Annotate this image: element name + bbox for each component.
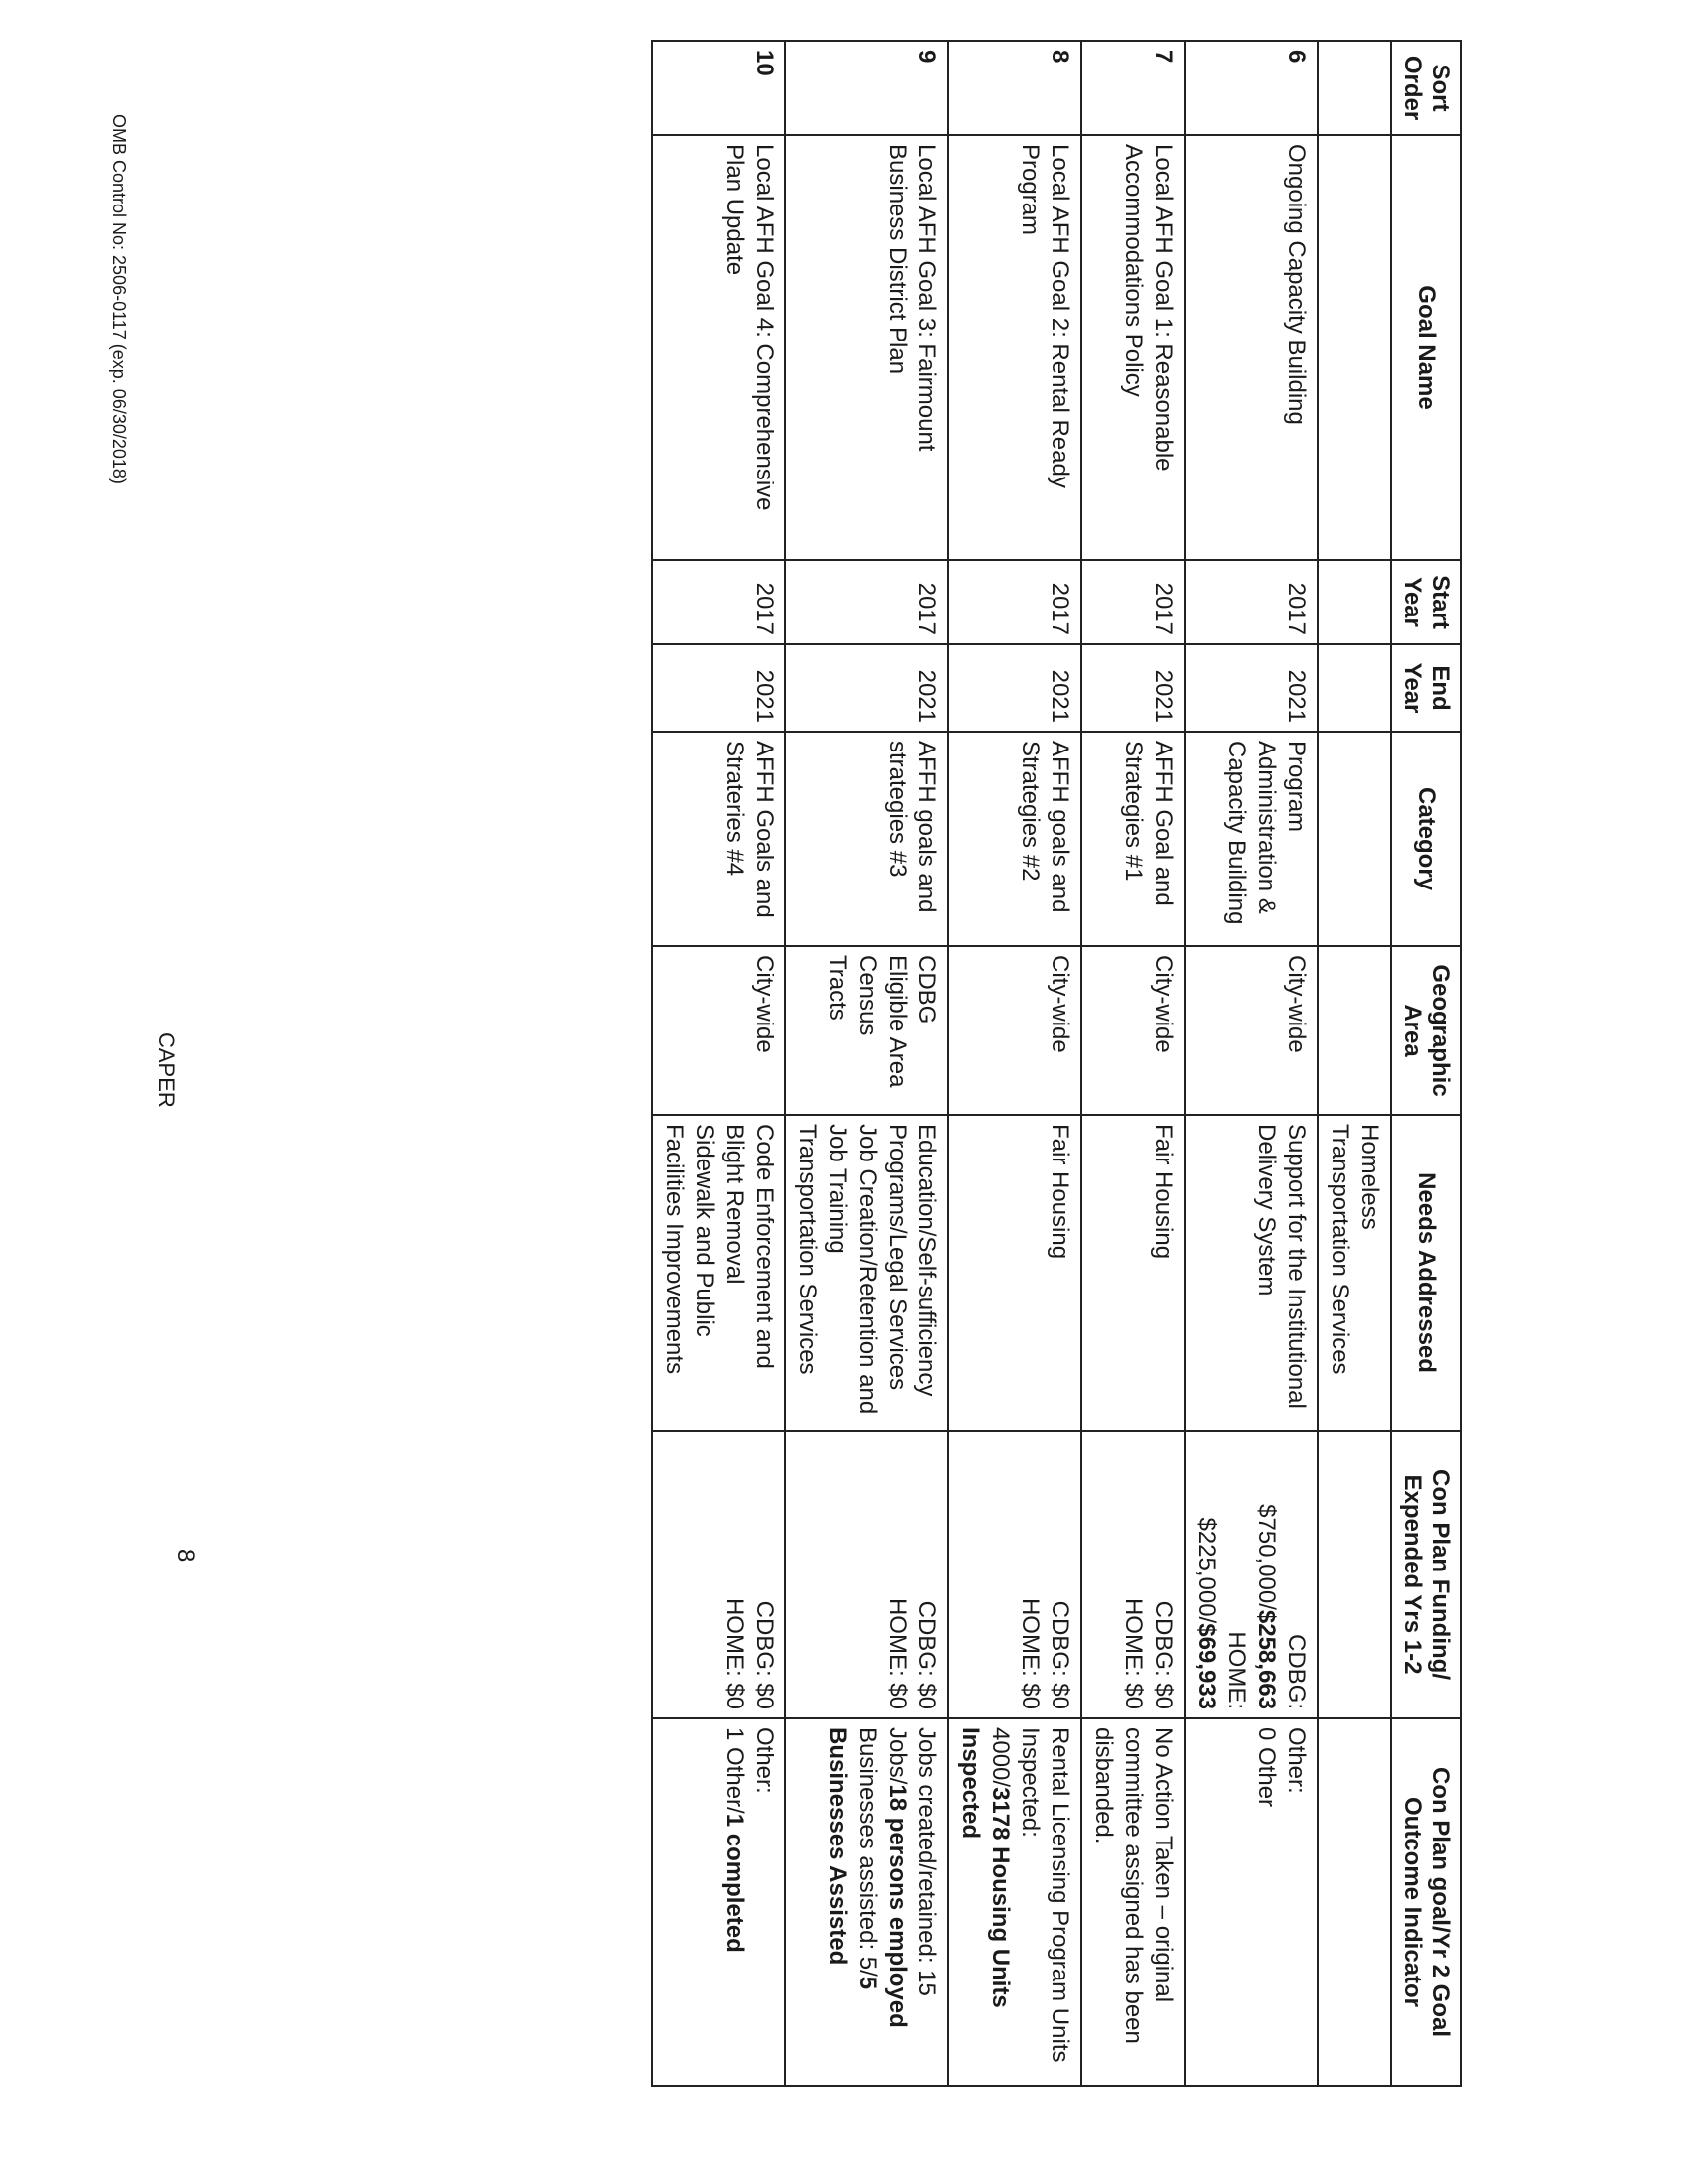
- end-year-cell: 2021: [1081, 644, 1185, 732]
- funding-line: [1221, 1439, 1251, 1709]
- outcome-bold-text: 1 completed: [721, 1813, 748, 1953]
- outcome-cell: [1185, 1718, 1318, 2086]
- end-year-cell: 2021: [652, 644, 785, 732]
- goal-name-cell: Local AFH Goal 4: Comprehensive Plan Update: [652, 135, 785, 560]
- funding-line: [1118, 1439, 1148, 1709]
- outcome-cell: [948, 1718, 1081, 2086]
- funding-bold-text: $258,663: [1253, 1609, 1280, 1709]
- end-year-cell: 2021: [948, 644, 1081, 732]
- outcome-text: 4000/: [987, 1727, 1014, 1788]
- geographic-area-cell: City-wide: [652, 946, 785, 1115]
- goal-name-cell: Ongoing Capacity Building: [1185, 135, 1318, 560]
- needs-line: Support for the Institutional Delivery System: [1253, 1124, 1310, 1409]
- table-row: [1185, 41, 1318, 2086]
- outcome-text: Jobs created/retained: 15 Jobs/: [884, 1727, 940, 1996]
- goals-table: [651, 40, 1462, 2087]
- header-outcome: Con Plan goal/Yr 2 Goal Outcome Indicator: [1391, 1718, 1461, 2086]
- needs-line: Fair Housing: [1047, 1124, 1073, 1260]
- outcome-text: 0 Other: [1253, 1727, 1280, 1808]
- funding-line: [1015, 1439, 1045, 1709]
- funding-line: [1148, 1439, 1178, 1709]
- funding-text: HOME: $0: [1120, 1597, 1147, 1709]
- outcome-bold-text: 5 Businesses Assisted: [824, 1727, 881, 1990]
- geographic-area-cell: CDBG Eligible Area Census Tracts: [785, 946, 948, 1115]
- sort-order-cell: 8: [948, 41, 1081, 135]
- funding-line: [1045, 1439, 1074, 1709]
- end-year-cell: 2021: [785, 644, 948, 732]
- needs-line: Programs/Legal Services: [884, 1124, 911, 1391]
- header-start-year: Start Year: [1391, 560, 1461, 644]
- needs-line: Transportation Services: [794, 1124, 821, 1375]
- end-year-cell: 2021: [1185, 644, 1318, 732]
- geographic-area-cell: City-wide: [1185, 946, 1318, 1115]
- outcome-text: Rental Licensing Program Units Inspected:: [1017, 1727, 1073, 2063]
- outcome-line: [1281, 1727, 1311, 2077]
- outcome-bold-text: 3178 Housing Units Inspected: [957, 1727, 1014, 2008]
- needs-addressed-cell: [652, 1115, 785, 1431]
- funding-text: $750,000/: [1253, 1504, 1280, 1610]
- start-year-cell: 2017: [1081, 560, 1185, 644]
- carryover-needs: [1318, 1115, 1391, 1431]
- start-year-cell: 2017: [785, 560, 948, 644]
- sort-order-cell: 6: [1185, 41, 1318, 135]
- outcome-cell: [652, 1718, 785, 2086]
- header-end-year: End Year: [1391, 644, 1461, 732]
- outcome-line: [719, 1727, 749, 2077]
- funding-text: $225,000/: [1194, 1517, 1220, 1624]
- sort-order-cell: 7: [1081, 41, 1185, 135]
- funding-line: [882, 1439, 912, 1709]
- start-year-cell: 2017: [652, 560, 785, 644]
- outcome-line: [1088, 1727, 1178, 2077]
- header-category: Category: [1391, 732, 1461, 946]
- needs-addressed-cell: [785, 1115, 948, 1431]
- funding-line: [1281, 1439, 1311, 1709]
- doc-label: CAPER: [154, 1032, 179, 1108]
- outcome-text: Businesses assisted: 5/: [854, 1727, 881, 1977]
- outcome-text: 1 Other/: [721, 1727, 748, 1814]
- funding-cell: [948, 1431, 1081, 1718]
- needs-line: Code Enforcement and Blight Removal: [721, 1124, 777, 1369]
- goal-name-cell: Local AFH Goal 2: Rental Ready Program: [948, 135, 1081, 560]
- outcome-line: [1251, 1727, 1281, 2077]
- category-cell: AFFH goals and strategies #3: [785, 732, 948, 946]
- table-row: [652, 41, 785, 2086]
- table-row: [785, 41, 948, 2086]
- funding-line: [912, 1439, 941, 1709]
- category-cell: Program Administration & Capacity Building: [1185, 732, 1318, 946]
- funding-line: [1192, 1439, 1221, 1709]
- goal-name-cell: Local AFH Goal 1: Reasonable Accommodations Policy: [1081, 135, 1185, 560]
- outcome-text: Other:: [751, 1727, 777, 1794]
- geographic-area-cell: City-wide: [948, 946, 1081, 1115]
- sort-order-cell: 10: [652, 41, 785, 135]
- funding-line: [1251, 1439, 1281, 1709]
- needs-addressed-cell: [948, 1115, 1081, 1431]
- outcome-cell: [785, 1718, 948, 2086]
- needs-line: Sidewalk and Public Facilities Improvements: [661, 1124, 718, 1375]
- funding-line: [749, 1439, 778, 1709]
- funding-cell: [785, 1431, 948, 1718]
- funding-cell: [1185, 1431, 1318, 1718]
- outcome-text: Other:: [1283, 1727, 1310, 1794]
- category-cell: AFFH Goals and Strateries #4: [652, 732, 785, 946]
- table-header-row: [1391, 41, 1461, 2086]
- funding-text: HOME: $0: [721, 1597, 748, 1709]
- geographic-area-cell: City-wide: [1081, 946, 1185, 1115]
- header-sort-order: Sort Order: [1391, 41, 1461, 135]
- carryover-needs-line: Transportation Services: [1327, 1124, 1353, 1375]
- outcome-line: [822, 1727, 882, 2077]
- needs-addressed-cell: [1081, 1115, 1185, 1431]
- outcome-line: [882, 1727, 941, 2077]
- funding-text: HOME: $0: [884, 1597, 911, 1709]
- category-cell: AFFH Goal and Strategies #1: [1081, 732, 1185, 946]
- needs-line: Education/Self-sufficiency: [914, 1124, 940, 1397]
- outcome-cell: [1081, 1718, 1185, 2086]
- needs-line: Job Creation/Retention and Job Training: [824, 1124, 881, 1415]
- header-geographic-area: Geographic Area: [1391, 946, 1461, 1115]
- outcome-line: [1015, 1727, 1074, 2077]
- table-row: [1081, 41, 1185, 2086]
- outcome-line: [955, 1727, 1015, 2077]
- funding-cell: [652, 1431, 785, 1718]
- funding-text: HOME:: [1223, 1631, 1250, 1709]
- funding-text: CDBG:: [1283, 1633, 1310, 1709]
- needs-line: Fair Housing: [1150, 1124, 1177, 1260]
- outcome-line: [749, 1727, 778, 2077]
- funding-text: CDBG: $0: [1047, 1600, 1073, 1709]
- header-funding: Con Plan Funding/ Expended Yrs 1-2: [1391, 1431, 1461, 1718]
- funding-line: [719, 1439, 749, 1709]
- funding-text: HOME: $0: [1017, 1597, 1044, 1709]
- start-year-cell: 2017: [948, 560, 1081, 644]
- goal-name-cell: Local AFH Goal 3: Fairmount Business District Plan: [785, 135, 948, 560]
- page-number: 8: [172, 1549, 199, 1563]
- table-row: [948, 41, 1081, 2086]
- carryover-row: [1318, 41, 1391, 2086]
- funding-text: CDBG: $0: [751, 1600, 777, 1709]
- outcome-text: No Action Taken – original committee assigned has been disbanded.: [1090, 1727, 1177, 2044]
- start-year-cell: 2017: [1185, 560, 1318, 644]
- category-cell: AFFH goals and Strategies #2: [948, 732, 1081, 946]
- carryover-needs-line: Homeless: [1356, 1124, 1383, 1230]
- omb-control-number: OMB Control No: 2506-0117 (exp. 06/30/2018): [109, 114, 129, 484]
- funding-text: CDBG: $0: [914, 1600, 940, 1709]
- header-goal-name: Goal Name: [1391, 135, 1461, 560]
- sort-order-cell: 9: [785, 41, 948, 135]
- needs-addressed-cell: [1185, 1115, 1318, 1431]
- funding-text: CDBG: $0: [1150, 1600, 1177, 1709]
- funding-bold-text: $69,933: [1194, 1623, 1220, 1709]
- header-needs-addressed: Needs Addressed: [1391, 1115, 1461, 1431]
- funding-cell: [1081, 1431, 1185, 1718]
- outcome-bold-text: 18 persons employed: [884, 1784, 911, 2028]
